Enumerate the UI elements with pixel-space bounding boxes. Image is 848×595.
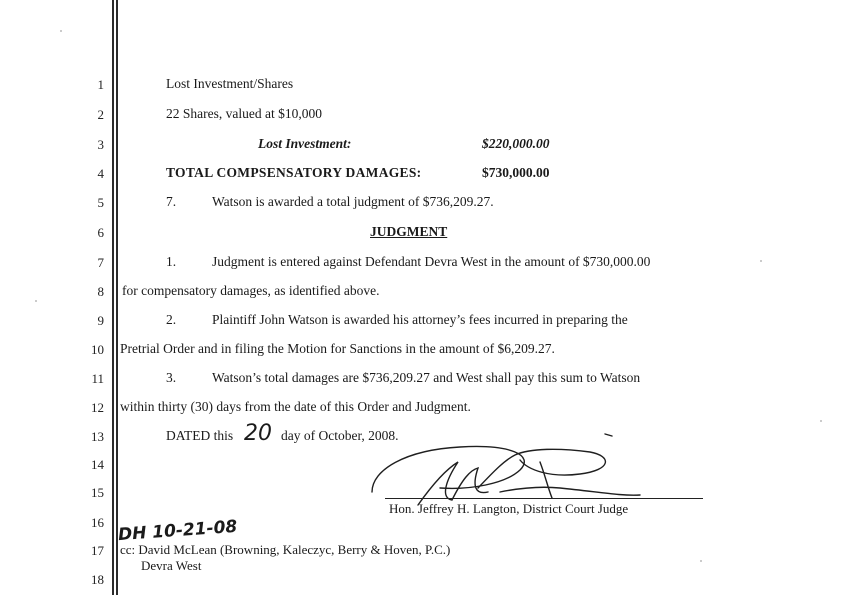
lost-investment-label: Lost Investment: xyxy=(258,136,352,151)
line-number: 9 xyxy=(97,313,104,328)
line-number: 17 xyxy=(91,543,104,558)
scan-speck xyxy=(820,420,822,422)
line-number: 14 xyxy=(91,457,104,472)
line-number: 13 xyxy=(91,429,104,444)
line-number: 7 xyxy=(97,255,104,270)
judgment-3-number: 3. xyxy=(166,370,177,385)
item-7-number: 7. xyxy=(166,194,177,209)
judge-name: Hon. Jeffrey H. Langton, District Court Judge xyxy=(389,501,629,516)
handwritten-day: 20 xyxy=(244,421,272,446)
judgment-3-text: Watson’s total damages are $736,209.27 and West shall pay this sum to Watson xyxy=(212,370,641,385)
scan-speck xyxy=(60,30,62,32)
judgment-1-continued: for compensatory damages, as identified above. xyxy=(122,283,380,298)
scan-speck xyxy=(760,260,762,262)
line-number: 16 xyxy=(91,515,104,530)
line-number: 11 xyxy=(91,371,104,386)
judgment-2-continued: Pretrial Order and in filing the Motion for Sanctions in the amount of $6,209.27. xyxy=(120,341,555,356)
signature-line xyxy=(385,498,703,499)
left-margin-rule-inner xyxy=(116,0,118,595)
line-number: 5 xyxy=(97,195,104,210)
line-number: 1 xyxy=(97,77,104,92)
total-damages-value: $730,000.00 xyxy=(482,165,550,180)
left-margin-rule xyxy=(112,0,114,595)
judgment-2-number: 2. xyxy=(166,312,177,327)
handwritten-initials-date: DH 10-21-08 xyxy=(117,516,238,546)
line-number: 6 xyxy=(97,225,104,240)
judgment-1-number: 1. xyxy=(166,254,177,269)
judgment-3-continued: within thirty (30) days from the date of this Order and Judgment. xyxy=(120,399,471,414)
judgment-1-text: Judgment is entered against Defendant Devra West in the amount of $730,000.00 xyxy=(212,254,651,269)
scan-speck xyxy=(35,300,37,302)
line-number: 10 xyxy=(91,342,104,357)
total-damages-label: TOTAL COMPSENSATORY DAMAGES: xyxy=(166,165,422,180)
line-number: 12 xyxy=(91,400,104,415)
lost-investment-value: $220,000.00 xyxy=(482,136,550,151)
cc-line-2: Devra West xyxy=(141,558,202,573)
line-number: 15 xyxy=(91,485,104,500)
judgment-heading: JUDGMENT xyxy=(370,224,448,239)
cc-line-1: cc: David McLean (Browning, Kaleczyc, Berry & Hoven, P.C.) xyxy=(120,542,451,557)
scan-speck xyxy=(700,560,702,562)
line-number: 3 xyxy=(97,137,104,152)
line-number: 4 xyxy=(97,166,104,181)
line-number: 2 xyxy=(97,107,104,122)
dated-rest: day of October, 2008. xyxy=(281,428,399,443)
judgment-2-text: Plaintiff John Watson is awarded his attorney’s fees incurred in preparing the xyxy=(212,312,628,327)
line-number: 8 xyxy=(97,284,104,299)
line-1-text: Lost Investment/Shares xyxy=(166,76,294,91)
item-7-text: Watson is awarded a total judgment of $736,209.27. xyxy=(212,194,494,209)
line-number: 18 xyxy=(91,572,104,587)
dated-label: DATED this xyxy=(166,428,234,443)
line-2-text: 22 Shares, valued at $10,000 xyxy=(166,106,322,121)
